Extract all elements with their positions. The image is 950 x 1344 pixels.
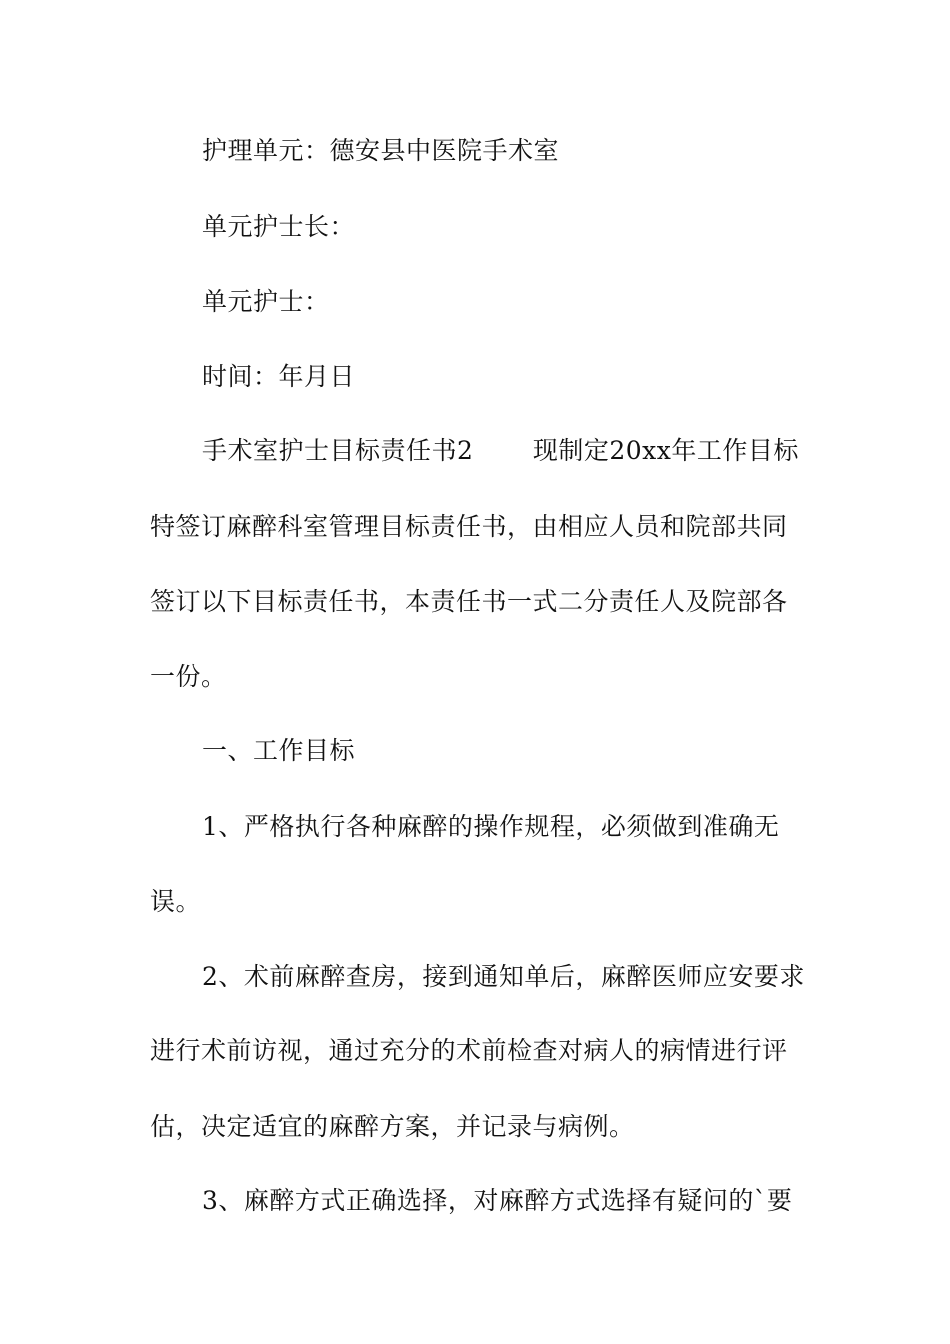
list-item-3: 3、麻醉方式正确选择，对麻醉方式选择有疑问的`要 [202, 1186, 793, 1215]
paragraph-line: 手术室护士目标责任书2 现制定20xx年工作目标 [202, 436, 799, 465]
date-line: 时间：年月日 [202, 362, 356, 391]
paragraph-line: 签订以下目标责任书，本责任书一式二分责任人及院部各 [150, 587, 788, 616]
head-nurse-line: 单元护士长： [202, 212, 356, 241]
paragraph-line: 一份。 [150, 662, 227, 691]
list-item-1-continued: 误。 [150, 887, 202, 916]
list-item-2-continued: 进行术前访视，通过充分的术前检查对病人的病情进行评 [150, 1036, 788, 1065]
list-item-1: 1、严格执行各种麻醉的操作规程，必须做到准确无 [202, 812, 780, 841]
section-heading: 一、工作目标 [202, 736, 356, 765]
paragraph-line: 特签订麻醉科室管理目标责任书，由相应人员和院部共同 [150, 512, 788, 541]
unit-nurse-line: 单元护士： [202, 287, 330, 316]
list-item-2-continued: 估，决定适宜的麻醉方案，并记录与病例。 [150, 1112, 635, 1141]
nursing-unit-line: 护理单元：德安县中医院手术室 [202, 136, 560, 165]
list-item-2: 2、术前麻醉查房，接到通知单后，麻醉医师应安要求 [202, 962, 805, 991]
